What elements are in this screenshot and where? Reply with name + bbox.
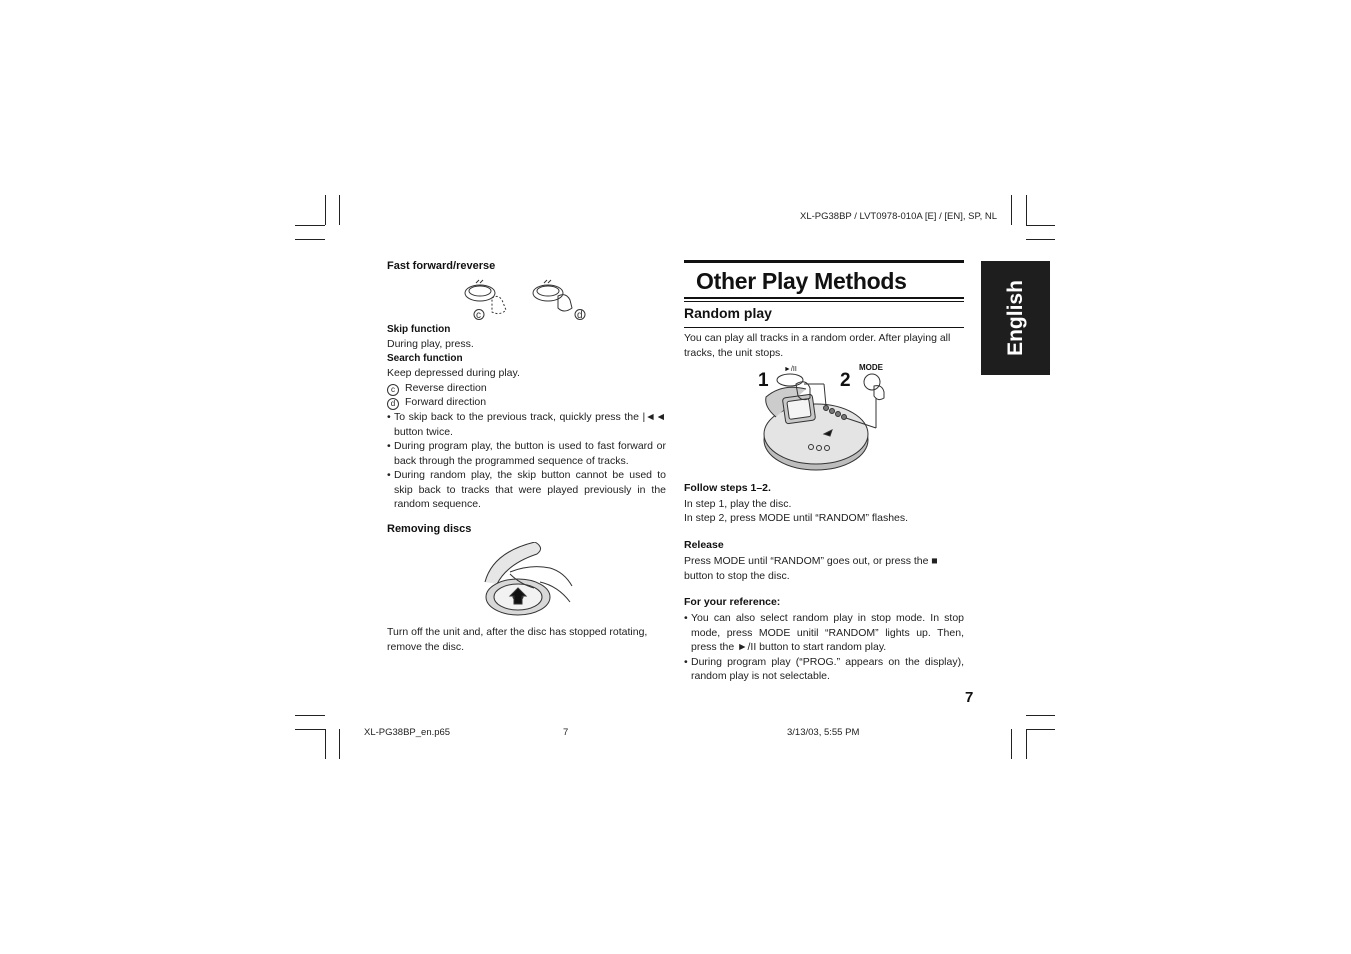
- title-rule-top: [684, 260, 964, 263]
- crop-mark: [1026, 239, 1055, 240]
- crop-mark: [1026, 225, 1055, 226]
- reference-item: • During program play (“PROG.” appears on the display), random play is not selectable.: [684, 655, 964, 684]
- fast-forward-heading: Fast forward/reverse: [387, 260, 496, 272]
- title-rule-bottom-thin: [684, 301, 964, 302]
- crop-mark: [339, 729, 340, 759]
- title-rule-bottom: [684, 297, 964, 299]
- reverse-button-icon: [465, 280, 506, 321]
- forward-button-icon: [533, 280, 585, 321]
- follow-steps-heading: Follow steps 1–2.: [684, 482, 771, 494]
- crop-mark: [1026, 729, 1055, 730]
- skip-buttons-illustration: [462, 278, 592, 322]
- language-tab: [981, 261, 1050, 375]
- crop-mark: [295, 729, 325, 730]
- note-item: • During program play, the button is used to fast forward or back through the programmed sequence of tracks.: [387, 439, 666, 468]
- reverse-direction-text: Reverse direction: [405, 382, 487, 394]
- illus-play-pause-label: ►/II: [784, 366, 797, 373]
- crop-mark: [1026, 729, 1027, 759]
- svg-text:c: c: [476, 310, 481, 321]
- illus-step-1: 1: [758, 370, 769, 391]
- header-model-code: XL-PG38BP / LVT0978-010A [E] / [EN], SP, NL: [800, 211, 997, 222]
- page-title: Other Play Methods: [696, 268, 907, 294]
- random-play-illustration: [756, 362, 896, 480]
- label-c: c: [387, 384, 399, 396]
- reference-notes: [684, 611, 964, 684]
- svg-text:d: d: [577, 310, 583, 321]
- language-tab-label: English: [1003, 280, 1027, 356]
- crop-mark: [295, 715, 325, 716]
- crop-mark: [1026, 715, 1055, 716]
- release-text: Press MODE until “RANDOM” goes out, or press the ■ button to stop the disc.: [684, 555, 938, 582]
- crop-mark: [1011, 195, 1012, 225]
- search-function-heading: Search function: [387, 353, 463, 364]
- removing-disc-illustration: [480, 542, 575, 620]
- reverse-direction-line: [387, 381, 487, 396]
- crop-mark: [295, 225, 325, 226]
- forward-direction-text: Forward direction: [405, 396, 487, 408]
- crop-mark: [339, 195, 340, 225]
- crop-mark: [1011, 729, 1012, 759]
- illus-mode-label: MODE: [859, 363, 883, 372]
- skip-function-heading: Skip function: [387, 324, 451, 335]
- reference-heading: For your reference:: [684, 596, 781, 608]
- crop-mark: [295, 239, 325, 240]
- crop-mark: [325, 195, 326, 225]
- follow-step-1: In step 1, play the disc.: [684, 498, 792, 510]
- random-play-heading: Random play: [684, 305, 772, 321]
- release-heading: Release: [684, 539, 724, 551]
- footer-timestamp: 3/13/03, 5:55 PM: [787, 727, 860, 738]
- label-d: d: [387, 398, 399, 410]
- reference-item: • You can also select random play in stop mode. In stop mode, press MODE unitil “RANDOM” lights up. Then, press the ►/II button to start random play.: [684, 611, 964, 655]
- skip-function-text: During play, press.: [387, 338, 474, 350]
- note-item: • To skip back to the previous track, quickly press the |◄◄ button twice.: [387, 410, 666, 439]
- illus-step-2: 2: [840, 370, 851, 391]
- removing-discs-heading: Removing discs: [387, 523, 472, 535]
- crop-mark: [325, 729, 326, 759]
- footer-file-page: 7: [563, 727, 569, 738]
- fast-forward-notes: [387, 410, 666, 512]
- crop-mark: [1026, 195, 1027, 225]
- removing-discs-text: Turn off the unit and, after the disc has stopped rotating, remove the disc.: [387, 626, 648, 653]
- page-title-block: [684, 260, 964, 302]
- search-function-text: Keep depressed during play.: [387, 367, 520, 379]
- page-number: 7: [965, 689, 974, 706]
- random-play-intro: You can play all tracks in a random order. After playing all tracks, the unit stops.: [684, 332, 951, 359]
- forward-direction-line: [387, 395, 486, 410]
- note-item: • During random play, the skip button cannot be used to skip back to tracks that were played previously in the random sequence.: [387, 468, 666, 512]
- follow-step-2: In step 2, press MODE until “RANDOM” flashes.: [684, 512, 909, 524]
- footer-file-name: XL-PG38BP_en.p65: [364, 727, 451, 738]
- random-play-rule: [684, 327, 964, 328]
